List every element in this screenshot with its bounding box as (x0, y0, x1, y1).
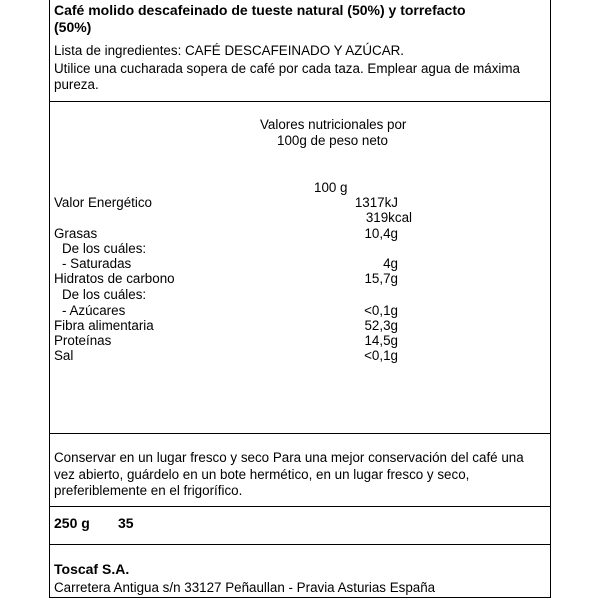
nutrient-label: De los cuáles: (62, 287, 147, 302)
nutrient-label: Proteínas (54, 333, 112, 348)
nutrition-header-line2: 100g de peso neto (277, 133, 388, 148)
nutrient-value: 4g (383, 256, 398, 271)
nutrient-value: 319kcal (365, 210, 412, 225)
nutrient-label: Grasas (54, 226, 98, 241)
nutrient-label: Fibra alimentaria (54, 318, 154, 333)
divider (50, 101, 550, 102)
divider (50, 506, 550, 507)
company-name: Toscaf S.A. (54, 561, 130, 577)
usage-line2: pureza. (54, 77, 99, 92)
servings-count: 35 (118, 515, 134, 531)
nutrition-row (50, 210, 550, 226)
divider (50, 544, 550, 545)
nutrient-label: Valor Energético (54, 195, 153, 210)
nutrition-row (50, 271, 550, 287)
ingredients-list: Lista de ingredientes: CAFÉ DESCAFEINADO Y AZÚCAR. (54, 43, 405, 58)
usage-line1: Utilice una cucharada sopera de café por cada taza. Emplear agua de máxima (54, 61, 520, 76)
nutrition-row (50, 333, 550, 349)
product-title-line2: (50%) (54, 19, 92, 35)
nutrient-value: 52,3g (364, 318, 398, 333)
nutrition-header-line1: Valores nutricionales por (260, 117, 407, 132)
nutrient-value: 15,7g (364, 271, 398, 286)
nutrient-label: De los cuáles: (62, 241, 147, 256)
nutrient-value: <0,1g (364, 348, 398, 363)
nutrition-row (50, 318, 550, 334)
nutrition-row (50, 303, 550, 319)
nutrient-label: Hidratos de carbono (54, 271, 175, 286)
nutrition-row (50, 287, 550, 303)
nutrition-row (50, 256, 550, 272)
nutrient-value: 1317kJ (354, 195, 398, 210)
nutrient-label: - Azúcares (62, 303, 126, 318)
product-title-line1: Café molido descafeinado de tueste natural (50%) y torrefacto (54, 2, 466, 18)
nutrition-row (50, 226, 550, 242)
storage-line3: preferiblemente en el frigorífico. (54, 483, 243, 498)
nutrition-row (50, 195, 550, 211)
nutrient-label: - Saturadas (62, 256, 132, 271)
label-frame (49, 0, 551, 598)
nutrient-label: Sal (54, 348, 74, 363)
nutrition-row (50, 241, 550, 257)
nutrient-value: <0,1g (364, 303, 398, 318)
nutrient-value: 14,5g (364, 333, 398, 348)
nutrition-column-header: 100 g (314, 180, 348, 195)
nutrient-value: 10,4g (364, 226, 398, 241)
divider (50, 433, 550, 434)
storage-line1: Conservar en un lugar fresco y seco Para una mejor conservación del café una (54, 450, 524, 465)
net-weight: 250 g (54, 515, 90, 531)
storage-line2: vez abierto, guárdelo en un bote hermético, en un lugar fresco y seco, (54, 467, 470, 482)
nutrition-row (50, 348, 550, 364)
company-address: Carretera Antigua s/n 33127 Peñaullan - Pravia Asturias España (54, 580, 436, 595)
